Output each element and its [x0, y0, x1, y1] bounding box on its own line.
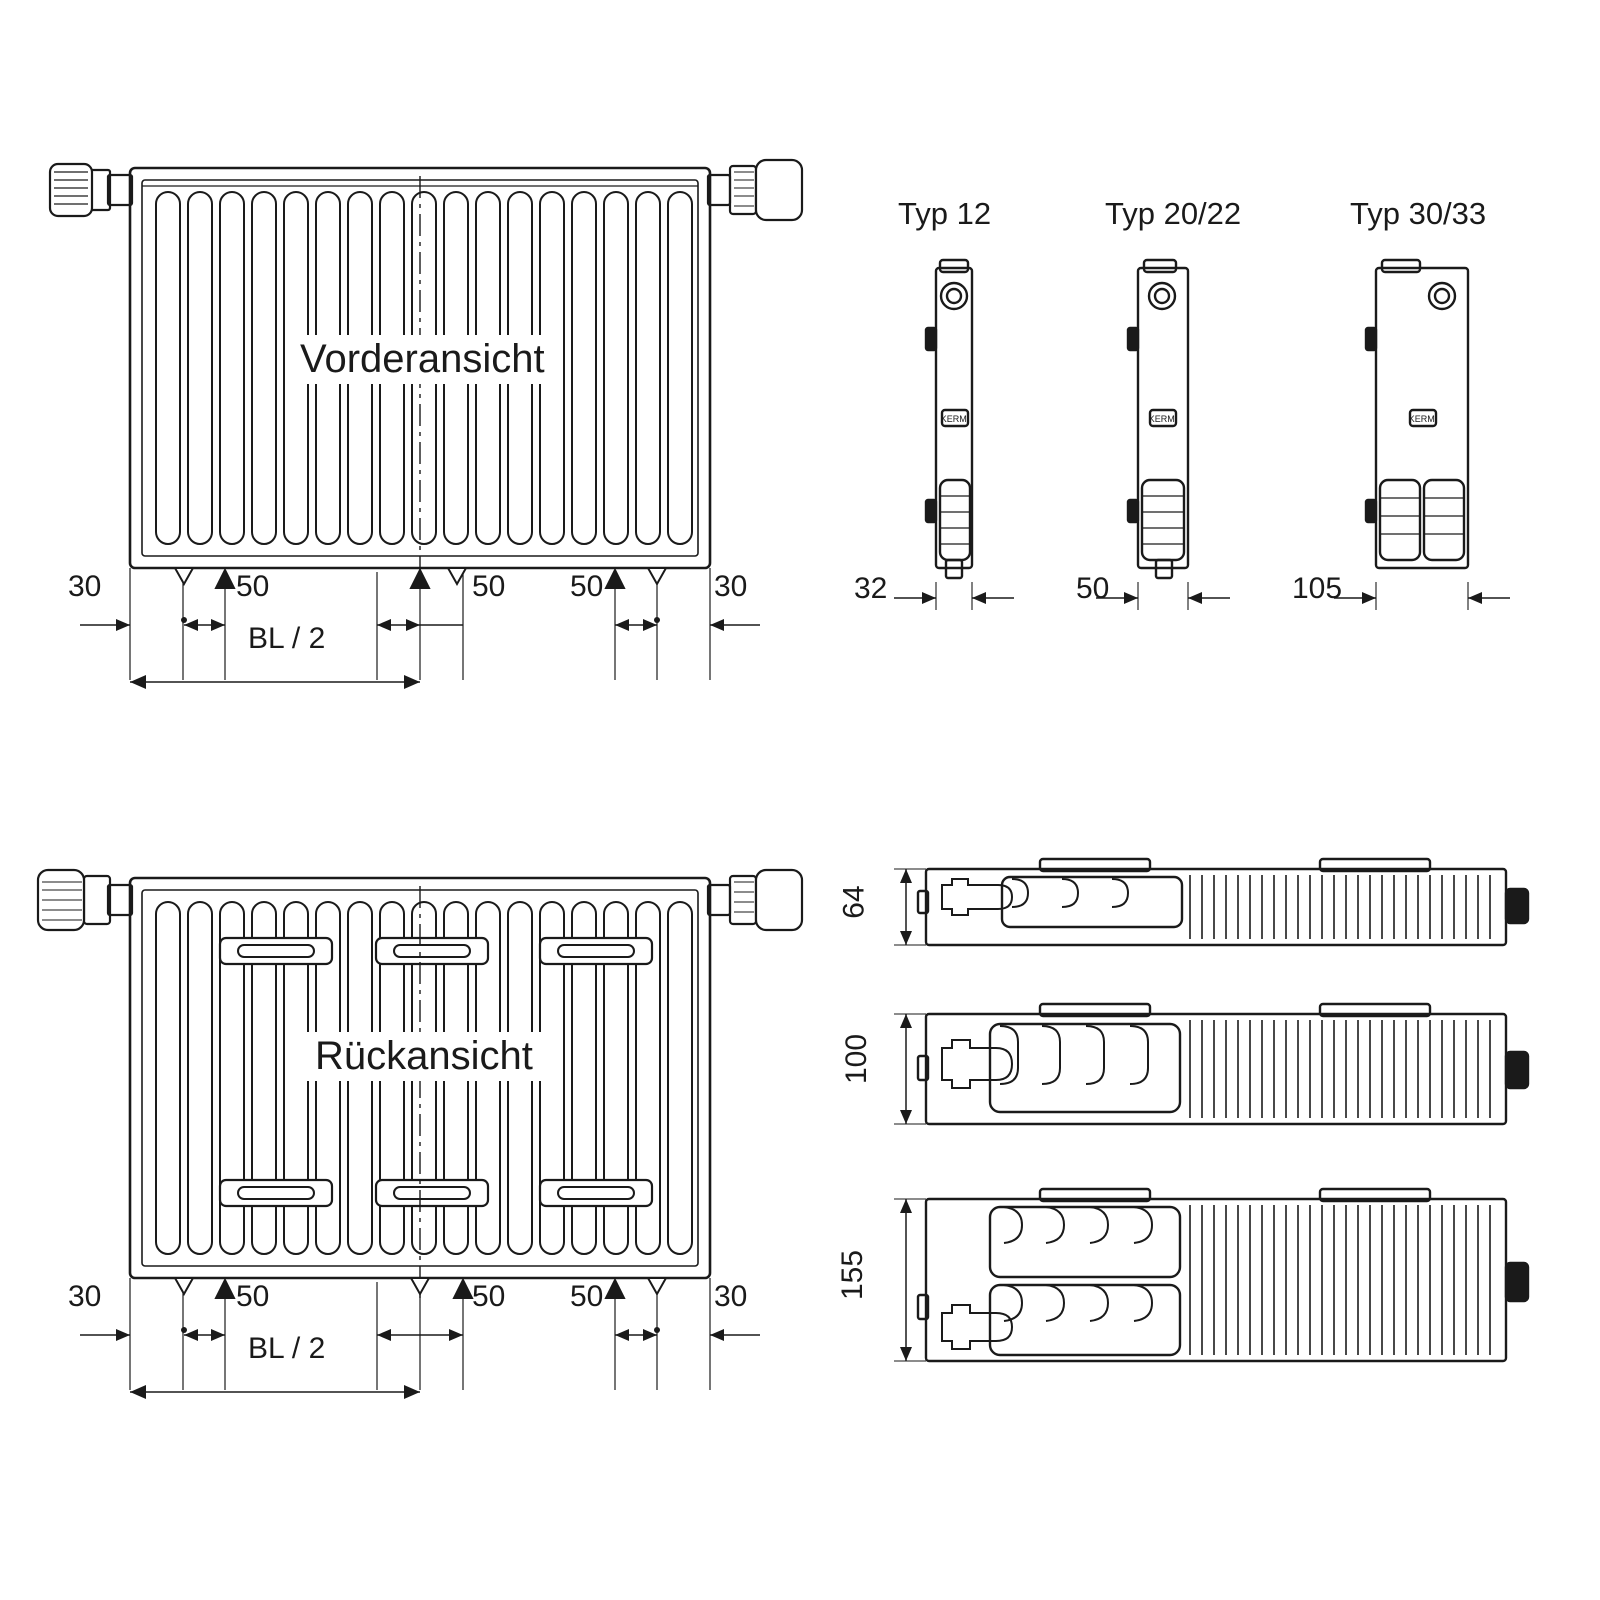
front-dim-a: 50	[236, 570, 270, 603]
section-view-155	[890, 1185, 1570, 1375]
side-view-label-typ-12: Typ 12	[898, 196, 992, 231]
front-view-drawing	[20, 120, 820, 820]
side-dim-typ-12: 32	[854, 572, 888, 605]
svg-text:KERMI: KERMI	[1408, 414, 1438, 424]
side-view-typ2022	[1080, 250, 1280, 650]
front-dim-b: 50	[472, 570, 506, 603]
section-dim-155: 155	[836, 1249, 870, 1301]
front-dim-right-edge: 30	[714, 570, 748, 603]
side-view-label-typ-3033: Typ 30/33	[1350, 196, 1487, 231]
front-dim-left-edge: 30	[68, 570, 102, 603]
svg-text:KERMI: KERMI	[940, 414, 970, 424]
side-dim-typ-2022: 50	[1076, 572, 1110, 605]
side-view-label-typ-2022: Typ 20/22	[1105, 196, 1242, 231]
side-view-typ3033	[1320, 250, 1550, 650]
back-dim-left-edge: 30	[68, 1280, 102, 1313]
back-view-drawing	[20, 830, 820, 1530]
back-dim-a: 50	[236, 1280, 270, 1313]
section-view-64	[890, 855, 1570, 965]
front-dim-c: 50	[570, 570, 604, 603]
back-dim-c: 50	[570, 1280, 604, 1313]
side-dim-typ-3033: 105	[1292, 572, 1343, 605]
side-view-typ12	[880, 250, 1070, 650]
back-dim-baseline: BL / 2	[248, 1332, 326, 1365]
back-dim-right-edge: 30	[714, 1280, 748, 1313]
back-dim-b: 50	[472, 1280, 506, 1313]
front-view-caption: Vorderansicht	[290, 335, 555, 384]
front-dim-baseline: BL / 2	[248, 622, 326, 655]
svg-text:KERMI: KERMI	[1148, 414, 1178, 424]
section-dim-64: 64	[837, 885, 871, 919]
back-view-caption: Rückansicht	[305, 1032, 543, 1081]
section-dim-100: 100	[840, 1033, 874, 1085]
section-view-100	[890, 1000, 1570, 1140]
